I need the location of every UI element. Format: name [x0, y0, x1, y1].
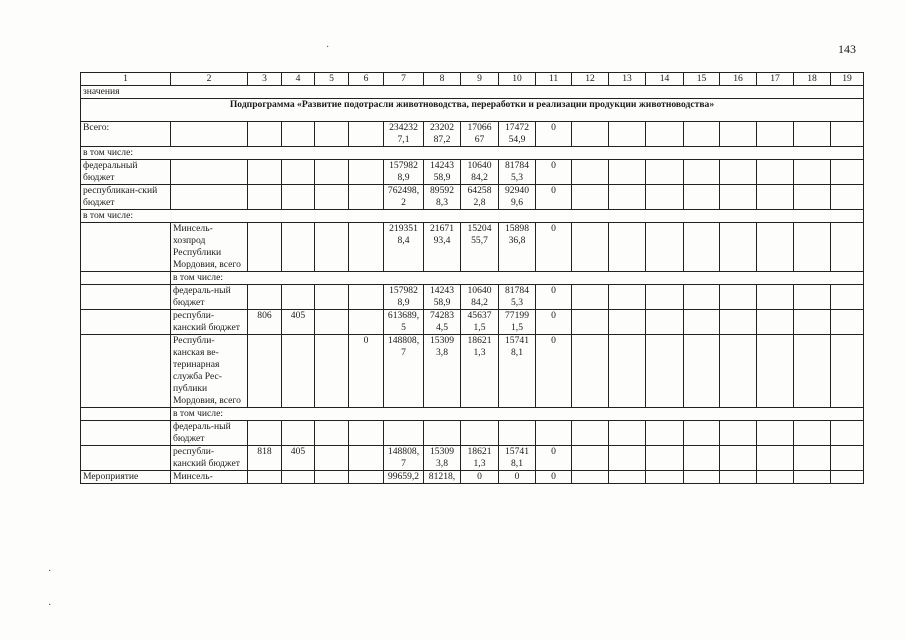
column-header-1: 1 — [81, 73, 171, 86]
table-row — [81, 446, 864, 471]
subtotal-label: в том числе: — [171, 272, 864, 285]
cell-empty — [609, 285, 646, 310]
cell-v10: 92940 9,6 — [499, 185, 536, 210]
cell-empty — [572, 335, 609, 408]
cell-empty — [684, 160, 720, 185]
cell-empty — [646, 446, 684, 471]
cell-c2: республи-канский бюджет — [171, 310, 248, 335]
cell-empty — [720, 335, 757, 408]
cell-c2 — [171, 122, 248, 147]
cell-empty — [794, 446, 831, 471]
cell-empty — [831, 335, 864, 408]
cell-v10: 17472 54,9 — [499, 122, 536, 147]
column-header-5: 5 — [315, 73, 349, 86]
cell-empty — [315, 471, 349, 484]
cell-c1 — [81, 335, 171, 408]
cell-c6 — [349, 223, 384, 272]
cell-empty — [684, 122, 720, 147]
cell-empty — [684, 310, 720, 335]
cell-c1: Мероприятие — [81, 471, 171, 484]
cell-c3 — [248, 122, 282, 147]
column-header-18: 18 — [794, 73, 831, 86]
cell-empty — [757, 310, 794, 335]
cell-v8: 14243 58,9 — [424, 160, 461, 185]
cell-c3 — [248, 421, 282, 446]
page-number: 143 — [838, 42, 856, 56]
column-header-14: 14 — [646, 73, 684, 86]
cell-empty — [646, 122, 684, 147]
cell-c3: 818 — [248, 446, 282, 471]
cell-empty — [572, 223, 609, 272]
cell-empty — [831, 160, 864, 185]
cell-empty — [757, 285, 794, 310]
cell-c4: 405 — [282, 310, 315, 335]
cell-c3 — [248, 160, 282, 185]
cell-c6 — [349, 185, 384, 210]
column-header-19: 19 — [831, 73, 864, 86]
cell-c2: федераль-ный бюджет — [171, 421, 248, 446]
cell-c1 — [81, 223, 171, 272]
cell-empty — [646, 471, 684, 484]
cell-empty — [572, 285, 609, 310]
cell-empty — [794, 223, 831, 272]
table-row — [81, 210, 864, 223]
cell-c6 — [349, 310, 384, 335]
cell-c2: Минсель- — [171, 471, 248, 484]
cell-c3: 806 — [248, 310, 282, 335]
cell-v7: 762498, 2 — [384, 185, 424, 210]
cell-empty — [646, 285, 684, 310]
cell-empty — [609, 310, 646, 335]
cell-v7: 157982 8,9 — [384, 160, 424, 185]
cell-empty — [684, 185, 720, 210]
scan-speck: · — [326, 42, 330, 53]
column-header-17: 17 — [757, 73, 794, 86]
cell-c1 — [81, 285, 171, 310]
cell-c2: федераль-ный бюджет — [171, 285, 248, 310]
cell-empty — [315, 223, 349, 272]
cell-v10 — [499, 421, 536, 446]
cell-v10: 15898 36,8 — [499, 223, 536, 272]
cell-c6 — [349, 285, 384, 310]
cell-c4 — [282, 160, 315, 185]
table-row — [81, 147, 864, 160]
cell-v7: 219351 8,4 — [384, 223, 424, 272]
table-row — [81, 421, 864, 446]
cell-empty — [684, 285, 720, 310]
cell-empty — [720, 471, 757, 484]
cell-v11: 0 — [536, 185, 572, 210]
cell-empty — [720, 310, 757, 335]
cell-empty — [831, 471, 864, 484]
cell-v11: 0 — [536, 310, 572, 335]
cell-v8: 89592 8,3 — [424, 185, 461, 210]
cell-empty — [646, 310, 684, 335]
cell-c2 — [171, 160, 248, 185]
cell-empty — [315, 160, 349, 185]
cell-v8: 81218, — [424, 471, 461, 484]
cell-empty — [609, 446, 646, 471]
cell-c3 — [248, 223, 282, 272]
cell-c3 — [248, 185, 282, 210]
cell-c1: федеральный бюджет — [81, 160, 171, 185]
column-header-9: 9 — [461, 73, 499, 86]
table-row — [81, 223, 864, 272]
cell-c6 — [349, 421, 384, 446]
cell-empty — [831, 285, 864, 310]
cell-c1: Всего: — [81, 122, 171, 147]
cell-v11: 0 — [536, 285, 572, 310]
subtotal-label: в том числе: — [171, 408, 864, 421]
cell-v10: 0 — [499, 471, 536, 484]
continuation-label: значения — [81, 86, 864, 99]
cell-empty — [794, 310, 831, 335]
cell-c4 — [282, 421, 315, 446]
cell-empty — [720, 285, 757, 310]
table-row — [81, 272, 864, 285]
cell-empty — [757, 223, 794, 272]
column-header-13: 13 — [609, 73, 646, 86]
cell-v9: 64258 2,8 — [461, 185, 499, 210]
cell-empty — [794, 471, 831, 484]
continuation-row — [81, 86, 864, 99]
cell-empty — [720, 160, 757, 185]
cell-c4 — [282, 223, 315, 272]
cell-empty — [646, 160, 684, 185]
cell-c2: республи-канский бюджет — [171, 446, 248, 471]
column-header-6: 6 — [349, 73, 384, 86]
cell-empty — [831, 446, 864, 471]
budget-table — [80, 72, 864, 484]
cell-empty — [646, 421, 684, 446]
cell-c3 — [248, 335, 282, 408]
cell-empty — [720, 223, 757, 272]
table-row — [81, 310, 864, 335]
cell-v11: 0 — [536, 223, 572, 272]
cell-v11: 0 — [536, 335, 572, 408]
cell-empty — [794, 160, 831, 185]
cell-v8 — [424, 421, 461, 446]
cell-v11: 0 — [536, 122, 572, 147]
cell-empty — [315, 310, 349, 335]
cell-c1 — [81, 310, 171, 335]
cell-v7: 99659,2 — [384, 471, 424, 484]
cell-empty — [757, 471, 794, 484]
cell-v9: 15204 55,7 — [461, 223, 499, 272]
scan-speck: · — [48, 566, 52, 577]
column-header-7: 7 — [384, 73, 424, 86]
cell-v10: 15741 8,1 — [499, 446, 536, 471]
table-row — [81, 471, 864, 484]
cell-v9: 18621 1,3 — [461, 335, 499, 408]
cell-empty — [646, 335, 684, 408]
cell-c4 — [282, 122, 315, 147]
cell-empty — [646, 185, 684, 210]
cell-empty — [684, 335, 720, 408]
cell-v10: 15741 8,1 — [499, 335, 536, 408]
cell-v8: 15309 3,8 — [424, 446, 461, 471]
column-header-11: 11 — [536, 73, 572, 86]
subprogram-title: Подпрограмма «Развитие подотрасли животноводства, переработки и реализации продукции животноводства» — [81, 99, 864, 122]
cell-v10: 81784 5,3 — [499, 160, 536, 185]
cell-v9 — [461, 421, 499, 446]
cell-c1 — [81, 272, 171, 285]
subprogram-row — [81, 99, 864, 122]
cell-v7: 234232 7,1 — [384, 122, 424, 147]
cell-empty — [609, 160, 646, 185]
cell-empty — [572, 421, 609, 446]
column-number-row — [81, 73, 864, 86]
cell-empty — [315, 446, 349, 471]
cell-empty — [794, 335, 831, 408]
table-row — [81, 185, 864, 210]
cell-c6 — [349, 446, 384, 471]
cell-empty — [572, 160, 609, 185]
cell-empty — [609, 223, 646, 272]
cell-v8: 14243 58,9 — [424, 285, 461, 310]
cell-empty — [720, 446, 757, 471]
cell-empty — [609, 185, 646, 210]
cell-empty — [609, 122, 646, 147]
cell-empty — [757, 185, 794, 210]
column-header-16: 16 — [720, 73, 757, 86]
column-header-10: 10 — [499, 73, 536, 86]
cell-empty — [720, 421, 757, 446]
table-row — [81, 122, 864, 147]
cell-c4 — [282, 285, 315, 310]
cell-empty — [720, 122, 757, 147]
cell-empty — [684, 446, 720, 471]
cell-c4 — [282, 185, 315, 210]
cell-empty — [609, 335, 646, 408]
cell-c1: республикан-ский бюджет — [81, 185, 171, 210]
cell-empty — [646, 223, 684, 272]
subtotal-label: в том числе: — [81, 210, 864, 223]
cell-c6: 0 — [349, 335, 384, 408]
cell-empty — [757, 122, 794, 147]
cell-empty — [757, 335, 794, 408]
cell-empty — [757, 446, 794, 471]
cell-empty — [831, 223, 864, 272]
cell-empty — [572, 185, 609, 210]
cell-v9: 18621 1,3 — [461, 446, 499, 471]
cell-c6 — [349, 471, 384, 484]
cell-c4 — [282, 335, 315, 408]
cell-v8: 15309 3,8 — [424, 335, 461, 408]
cell-empty — [315, 335, 349, 408]
cell-v11 — [536, 421, 572, 446]
cell-v7: 148808, 7 — [384, 446, 424, 471]
cell-empty — [315, 122, 349, 147]
cell-v7: 613689, 5 — [384, 310, 424, 335]
cell-empty — [315, 285, 349, 310]
column-header-3: 3 — [248, 73, 282, 86]
column-header-4: 4 — [282, 73, 315, 86]
cell-empty — [315, 421, 349, 446]
cell-empty — [572, 446, 609, 471]
cell-empty — [609, 471, 646, 484]
cell-empty — [831, 421, 864, 446]
subtotal-label: в том числе: — [81, 147, 864, 160]
column-header-2: 2 — [171, 73, 248, 86]
cell-v8: 23202 87,2 — [424, 122, 461, 147]
cell-empty — [572, 471, 609, 484]
cell-v10: 81784 5,3 — [499, 285, 536, 310]
cell-empty — [831, 122, 864, 147]
cell-v11: 0 — [536, 160, 572, 185]
cell-v7 — [384, 421, 424, 446]
cell-empty — [831, 310, 864, 335]
cell-empty — [757, 421, 794, 446]
cell-empty — [684, 471, 720, 484]
column-header-15: 15 — [684, 73, 720, 86]
cell-empty — [315, 185, 349, 210]
cell-empty — [794, 285, 831, 310]
column-header-12: 12 — [572, 73, 609, 86]
cell-empty — [720, 185, 757, 210]
cell-empty — [684, 223, 720, 272]
cell-v11: 0 — [536, 471, 572, 484]
cell-c6 — [349, 122, 384, 147]
cell-v11: 0 — [536, 446, 572, 471]
table-row — [81, 335, 864, 408]
cell-c3 — [248, 471, 282, 484]
cell-empty — [794, 122, 831, 147]
cell-empty — [572, 310, 609, 335]
cell-empty — [831, 185, 864, 210]
cell-v9: 45637 1,5 — [461, 310, 499, 335]
cell-c6 — [349, 160, 384, 185]
cell-empty — [794, 185, 831, 210]
cell-c4: 405 — [282, 446, 315, 471]
cell-v7: 157982 8,9 — [384, 285, 424, 310]
cell-v9: 17066 67 — [461, 122, 499, 147]
cell-c4 — [282, 471, 315, 484]
cell-v8: 74283 4,5 — [424, 310, 461, 335]
cell-c2: Минсель-хозпрод Республики Мордовия, всего — [171, 223, 248, 272]
column-header-8: 8 — [424, 73, 461, 86]
cell-empty — [757, 160, 794, 185]
cell-c1 — [81, 408, 171, 421]
cell-c1 — [81, 446, 171, 471]
cell-empty — [794, 421, 831, 446]
table-row — [81, 160, 864, 185]
cell-empty — [684, 421, 720, 446]
cell-v7: 148808, 7 — [384, 335, 424, 408]
table-row — [81, 408, 864, 421]
cell-c2 — [171, 185, 248, 210]
cell-v10: 77199 1,5 — [499, 310, 536, 335]
scan-speck: · — [48, 600, 52, 611]
cell-c2: Республи-канская ве-теринарная служба Рес-публики Мордовия, всего — [171, 335, 248, 408]
cell-c3 — [248, 285, 282, 310]
cell-v9: 0 — [461, 471, 499, 484]
cell-v9: 10640 84,2 — [461, 285, 499, 310]
cell-c1 — [81, 421, 171, 446]
cell-v9: 10640 84,2 — [461, 160, 499, 185]
cell-empty — [609, 421, 646, 446]
cell-v8: 21671 93,4 — [424, 223, 461, 272]
cell-empty — [572, 122, 609, 147]
table-row — [81, 285, 864, 310]
